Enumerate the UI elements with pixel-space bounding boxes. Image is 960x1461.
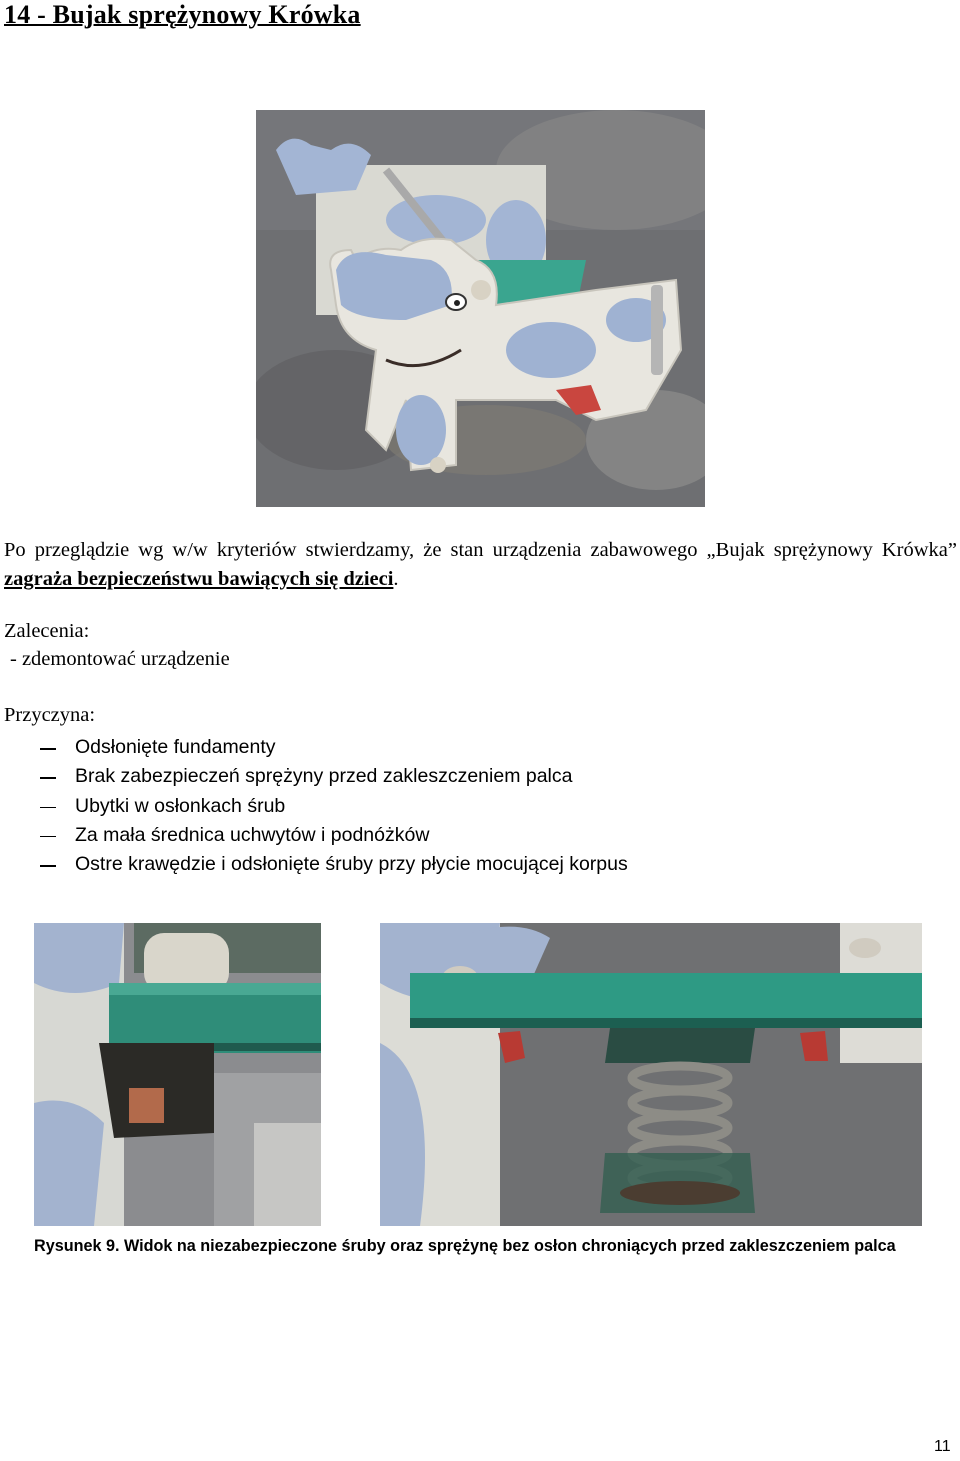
dash-bullet bbox=[40, 836, 56, 838]
cause-text: Ostre krawędzie i odsłonięte śruby przy płycie mocującej korpus bbox=[75, 853, 628, 876]
cause-item bbox=[0, 762, 628, 791]
causes-list bbox=[0, 733, 628, 879]
cause-text: Za mała średnica uchwytów i podnóżków bbox=[75, 823, 430, 846]
recommendation-item: - zdemontować urządzenie bbox=[10, 648, 230, 670]
dash-bullet bbox=[40, 748, 56, 750]
cause-text: Brak zabezpieczeń sprężyny przed zakleszczeniem palca bbox=[75, 765, 573, 788]
dash-bullet bbox=[40, 807, 56, 809]
main-photo bbox=[256, 110, 705, 507]
figure-caption: Rysunek 9. Widok na niezabezpieczone śruby oraz sprężynę bez osłon chroniących przed zakleszczeniem palca bbox=[34, 1237, 896, 1255]
cause-text: Ubytki w osłonkach śrub bbox=[75, 794, 286, 817]
detail-photo-bolts bbox=[34, 923, 321, 1226]
cause-item bbox=[0, 792, 628, 821]
recommendations-heading: Zalecenia: bbox=[4, 620, 90, 642]
cause-item bbox=[0, 850, 628, 879]
page-number: 11 bbox=[934, 1438, 951, 1455]
page-title: 14 - Bujak sprężynowy Krówka bbox=[4, 0, 361, 29]
cause-item bbox=[0, 821, 628, 850]
dash-bullet bbox=[40, 777, 56, 779]
causes-heading: Przyczyna: bbox=[4, 704, 96, 726]
detail-photo-spring bbox=[380, 923, 922, 1226]
cause-item bbox=[0, 733, 628, 762]
summary-period: . bbox=[393, 568, 399, 590]
cause-text: Odsłonięte fundamenty bbox=[75, 736, 276, 758]
summary-warning: zagraża bezpieczeństwu bawiących się dzieci bbox=[4, 568, 394, 590]
summary-paragraph bbox=[4, 536, 957, 594]
dash-bullet bbox=[40, 865, 56, 867]
summary-text: Po przeglądzie wg w/w kryteriów stwierdzamy, że stan urządzenia zabawowego „Bujak sprężynowy Krówka” bbox=[4, 539, 957, 561]
